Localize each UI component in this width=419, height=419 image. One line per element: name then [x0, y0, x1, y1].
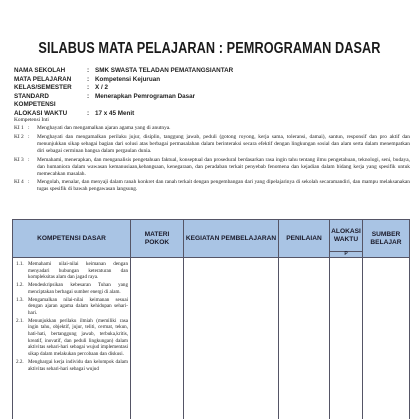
info-row-competency [14, 93, 394, 110]
document-title: SILABUS MATA PELAJARAN : PEMROGRAMAN DASAR [38, 40, 381, 57]
kd-number: 1.1. [16, 261, 24, 267]
ki-separator: : [28, 133, 30, 140]
kd-number: 2.2. [16, 358, 24, 365]
ki-text: Memahami, menerapkan, dan menganalisis pengetahuan faktual, konseptual dan prosedural berdasarkan rasa ingin tahu tentang ilmu pengetahuan, teknologi, seni, budaya, dan humaniora dalam wawasan kemanusiaan,kebangsaan, kenegaraan, dan peradaban terkait penyebab fenomena dan kejadian dalam bidang kerja yang spesifik untuk memecahkan masalah. [37, 156, 410, 177]
info-separator: : [87, 109, 90, 117]
kd-number: 1.2. [16, 282, 24, 289]
info-row-class [14, 84, 394, 93]
list-item [16, 359, 128, 372]
basic-competency-cell [13, 258, 131, 419]
header-assessment: PENILAIAN [279, 220, 330, 258]
info-value: SMK SWASTA TELADAN PEMATANGSIANTAR [95, 67, 234, 74]
list-item [16, 261, 128, 281]
core-competency-item [14, 179, 410, 193]
kd-number: 2.1. [16, 317, 24, 324]
header-time-allocation: ALOKASI WAKTU [330, 220, 363, 252]
ki-separator: : [28, 125, 30, 131]
learning-activities-cell [184, 258, 279, 419]
learning-resources-cell [363, 258, 410, 419]
info-separator: : [87, 75, 90, 83]
info-label: ALOKASI WAKTU [14, 109, 68, 117]
school-info [14, 67, 394, 119]
core-competencies-heading: Kompetensi Inti [14, 117, 49, 123]
header-learning-resources: SUMBER BELAJAR [363, 220, 410, 258]
info-value: Kompetensi Kejuruan [95, 75, 161, 83]
info-separator: : [87, 84, 90, 92]
basic-competency-list [13, 258, 130, 372]
kd-text: Menghargai kerja individu dan kelompok dalam aktivitas sehari-hari sebagai wujud [28, 358, 128, 372]
kd-text: Memahami nilai-nilai keimanan dengan menyadari hubungan keteraturan dan kompleksitas alam dan jagad raya. [28, 261, 128, 281]
ki-separator: : [28, 156, 30, 163]
kd-text: Menunjukkan perilaku ilmiah (memiliki rasa ingin tahu, objektif, jujur, teliti, cermat, tekun, hati-hati, bertanggung jawab, terbuka,kritis, kreatif, inovatif, dan peduli lingkungan) dalam aktivitas sehari-hari sebagai wujud implementasi sikap dalam melakukan percobaan dan diskusi. [28, 317, 128, 358]
core-competency-item [14, 125, 410, 132]
info-separator: : [87, 92, 90, 100]
header-main-material: MATERI POKOK [131, 220, 184, 258]
info-value: 17 x 45 Menit [95, 109, 135, 117]
info-label: KELAS/SEMESTER [14, 84, 72, 92]
kd-text: Mendeskripsikan kebesaran Tuhan yang menciptakan berbagai sumber energi di alam. [28, 282, 128, 295]
kd-text: Mengamalkan nilai-nilai keimanan sesuai dengan ajaran agama dalam kehidupan sehari-hari. [28, 296, 128, 316]
core-competencies [14, 117, 410, 195]
core-competency-item [14, 134, 410, 155]
info-row-school [14, 67, 394, 76]
info-label: MATA PELAJARAN [14, 75, 72, 83]
time-allocation-cell [330, 258, 363, 419]
ki-text: Mengolah, menalar, dan menyaji dalam ranah konkret dan ranah terkait dengan pengembangan dari yang dipelajarinya di sekolah secaramandiri, dan mampu melaksanakan tugas spesifik di bawah pengawasan langsung. [37, 179, 410, 193]
info-row-subject [14, 76, 394, 85]
ki-code: KI 2 [14, 133, 24, 140]
assessment-cell [279, 258, 330, 419]
list-item [16, 282, 128, 295]
info-value: X / 2 [95, 84, 108, 92]
info-separator: : [87, 67, 90, 74]
header-time-subcolumn: P [330, 252, 363, 258]
header-basic-competency: KOMPETENSI DASAR [13, 220, 131, 258]
ki-code: KI 4 [14, 179, 24, 186]
info-label: NAMA SEKOLAH [14, 67, 66, 74]
core-competency-item [14, 157, 410, 178]
ki-text: Menghayati dan mengamalkan ajaran agama yang di anutnya. [37, 125, 171, 131]
syllabus-table [12, 219, 410, 419]
info-value: Menerapkan Pemrograman Dasar [95, 92, 196, 100]
info-label: STANDARD KOMPETENSI [14, 92, 56, 109]
ki-code: KI 1 [14, 125, 24, 131]
header-learning-activities: KEGIATAN PEMBELAJARAN [184, 220, 279, 258]
main-material-cell [131, 258, 184, 419]
list-item [16, 297, 128, 317]
table-row [13, 258, 410, 419]
ki-code: KI 3 [14, 156, 24, 163]
list-item [16, 318, 128, 358]
ki-text: Menghayati dan mengamalkan perilaku jujur, disiplin, tanggung jawab, peduli (gotong royong, kerja sama, toleransi, damai), santun, responsif dan pro aktif dan menunjukkan sikap sebagai bagian dari solusi atas berbagai permasalahan dalam berinteraksi secara efektif dengan lingkungan sosial dan alam serta dalam menempatkan diri sebagai cerminan bangsa dalam pergaulan dunia. [37, 133, 410, 154]
ki-separator: : [28, 179, 30, 186]
kd-number: 1.3. [16, 296, 24, 303]
